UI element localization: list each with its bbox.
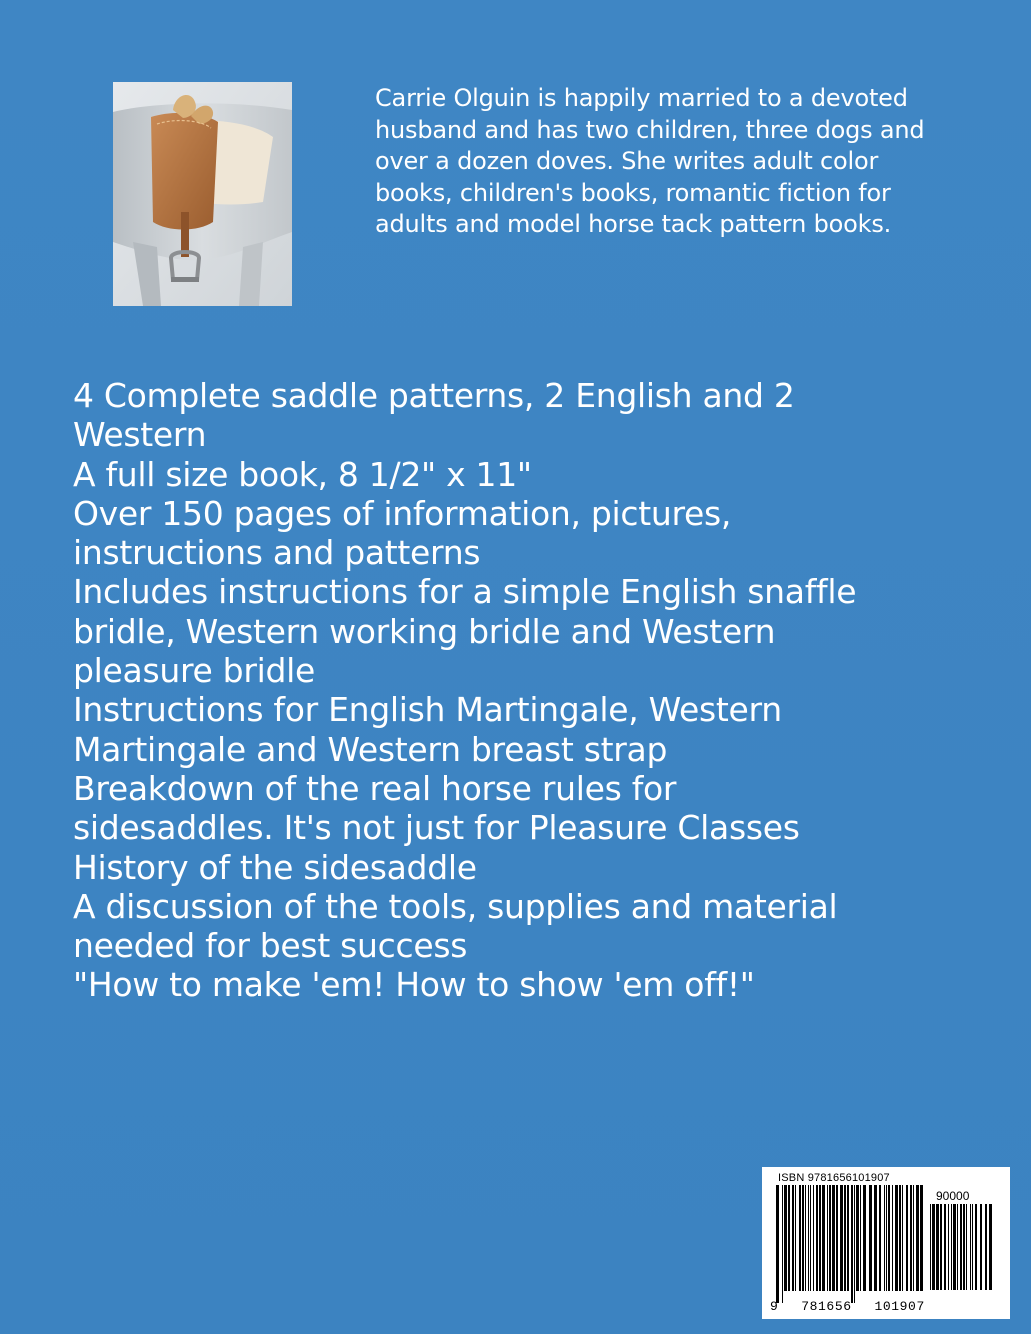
barcode-bar (808, 1185, 809, 1291)
barcode-bar (844, 1185, 846, 1291)
barcode-bar (788, 1185, 790, 1291)
ean-barcode-bars (776, 1185, 924, 1303)
barcode-bar (836, 1185, 838, 1291)
feature-line: A full size book, 8 1/2" x 11" (73, 454, 532, 494)
feature-line: Instructions for English Martingale, Western (73, 690, 782, 730)
barcode-bar (802, 1185, 804, 1291)
barcode-bar (944, 1204, 946, 1290)
barcode-bar (847, 1185, 849, 1291)
author-bio-line: over a dozen doves. She writes adult color (375, 147, 879, 175)
barcode-bar (930, 1204, 931, 1290)
barcode-bar (948, 1204, 949, 1290)
barcode-bar (886, 1185, 887, 1291)
barcode-bar (975, 1204, 977, 1290)
barcode-bar (951, 1204, 952, 1290)
feature-line: Western (73, 415, 207, 455)
saddle-image (113, 82, 292, 306)
book-features-list (73, 376, 993, 1005)
barcode-bar (816, 1185, 818, 1291)
barcode-bar (813, 1185, 814, 1291)
barcode-bar (960, 1204, 962, 1290)
barcode-bar (854, 1185, 855, 1303)
barcode-bar (980, 1204, 982, 1290)
barcode-bar (963, 1204, 965, 1290)
barcode-bar (916, 1185, 919, 1291)
feature-line: A discussion of the tools, supplies and material (73, 886, 838, 926)
price-code: 90000 (936, 1189, 970, 1203)
barcode-bar (902, 1185, 903, 1291)
ean-digit-group: 101907 (874, 1299, 925, 1314)
barcode-bar (819, 1185, 821, 1291)
barcode-bar (827, 1185, 828, 1291)
author-bio (375, 83, 975, 241)
barcode-bar (795, 1185, 796, 1291)
barcode-bar (869, 1185, 872, 1291)
ean-digits (770, 1299, 925, 1314)
barcode-bar (957, 1204, 958, 1290)
feature-line: Martingale and Western breast strap (73, 729, 668, 769)
barcode-bar (913, 1185, 914, 1291)
author-bio-line: books, children's books, romantic fiction for (375, 178, 891, 207)
feature-line: needed for best success (73, 926, 468, 966)
isbn-label: ISBN 9781656101907 (778, 1172, 890, 1184)
barcode-bar (884, 1185, 885, 1291)
ean-digit-group: 781656 (801, 1299, 852, 1314)
feature-line: History of the sidesaddle (73, 847, 477, 887)
feature-line: pleasure bridle (73, 651, 315, 691)
feature-line: bridle, Western working bridle and Western (73, 611, 776, 651)
barcode-bar (851, 1185, 853, 1303)
barcode-bar (940, 1204, 942, 1290)
barcode-bar (920, 1185, 923, 1291)
barcode-bar (906, 1185, 908, 1291)
feature-line: sidesaddles. It's not just for Pleasure Classes (73, 808, 800, 848)
feature-line: Over 150 pages of information, pictures, (73, 493, 732, 533)
barcode-bar (829, 1185, 831, 1291)
author-bio-line: Carrie Olguin is happily married to a devoted (375, 84, 908, 112)
barcode-bar (799, 1185, 801, 1291)
barcode-bar (879, 1185, 881, 1291)
barcode-bar (782, 1185, 783, 1303)
barcode-bar (776, 1185, 779, 1303)
barcode-bar (888, 1185, 890, 1291)
barcode-bar (892, 1185, 893, 1291)
barcode-bar (810, 1185, 811, 1291)
barcode-bar (972, 1204, 973, 1290)
barcode-bar (899, 1185, 901, 1291)
barcode-bar (910, 1185, 912, 1291)
barcode-bar (863, 1185, 866, 1291)
barcode-bar (966, 1204, 967, 1290)
isbn-barcode (762, 1167, 1010, 1319)
barcode-bar (792, 1185, 794, 1291)
barcode-bar (895, 1185, 898, 1291)
barcode-bar (832, 1185, 835, 1291)
barcode-bar (989, 1204, 992, 1290)
barcode-bar (936, 1204, 939, 1290)
author-bio-line: husband and has two children, three dogs and (375, 115, 925, 144)
barcode-bar (970, 1204, 971, 1290)
barcode-bar (840, 1185, 843, 1291)
author-bio-line: adults and model horse tack pattern books. (375, 210, 892, 238)
barcode-bar (856, 1185, 859, 1291)
barcode-bar (784, 1185, 787, 1291)
author-photo-saddle (113, 82, 292, 306)
ean-digit-group: 9 (770, 1299, 779, 1314)
barcode-bar (932, 1204, 935, 1290)
barcode-bar (953, 1204, 956, 1290)
feature-line: 4 Complete saddle patterns, 2 English and 2 (73, 376, 795, 415)
barcode-bar (860, 1185, 861, 1291)
barcode-bar (822, 1185, 825, 1291)
barcode-bar (985, 1204, 987, 1290)
addon-barcode-bars (930, 1204, 992, 1302)
feature-line: Breakdown of the real horse rules for (73, 768, 677, 808)
feature-line: Includes instructions for a simple English snaffle (73, 572, 857, 612)
barcode-bar (805, 1185, 806, 1291)
feature-line: instructions and patterns (73, 533, 481, 573)
barcode-bar (874, 1185, 877, 1291)
feature-line: "How to make 'em! How to show 'em off!" (73, 965, 755, 1005)
